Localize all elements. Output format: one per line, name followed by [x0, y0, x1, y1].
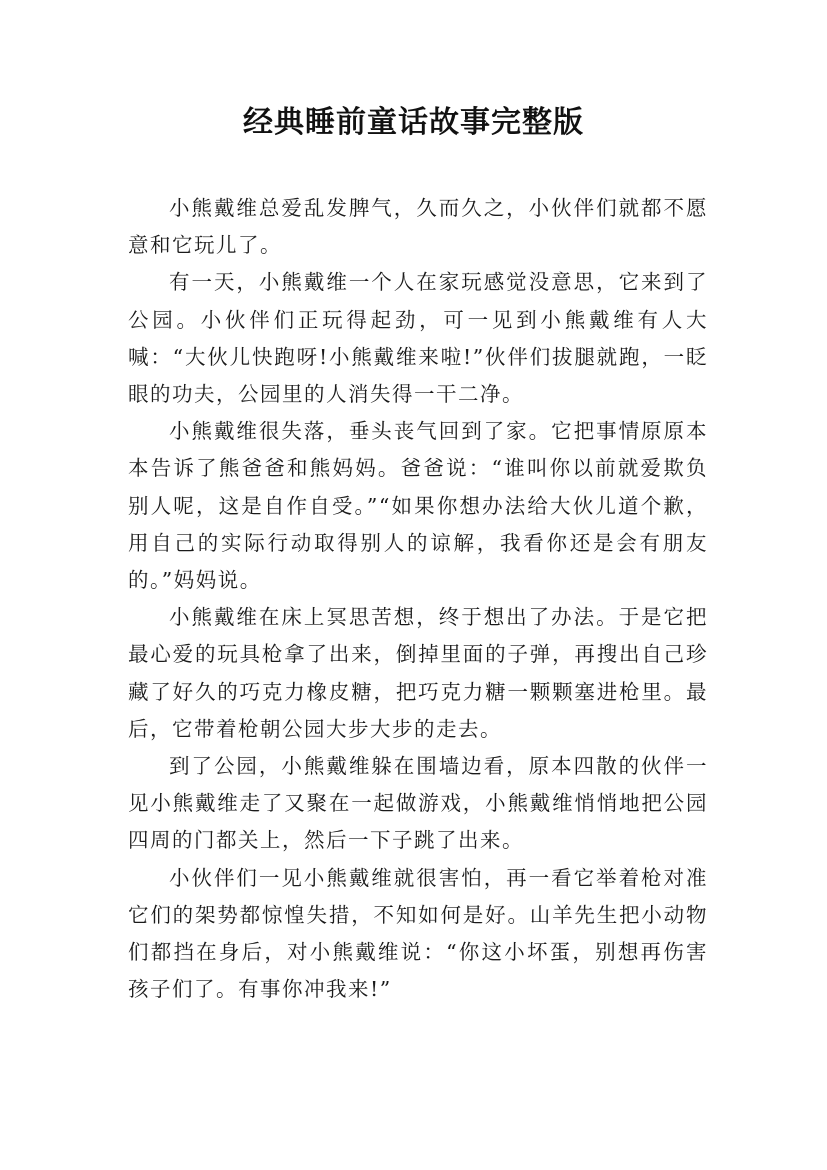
- paragraph: 小熊戴维总爱乱发脾气，久而久之，小伙伴们就都不愿意和它玩儿了。: [128, 196, 708, 258]
- paragraph: 小伙伴们一见小熊戴维就很害怕，再一看它举着枪对准它们的架势都惊惶失措，不知如何是好。山羊先生把小动物们都挡在身后，对小熊戴维说：“你这小坏蛋，别想再伤害孩子们了。有事你冲我来!”: [128, 865, 708, 1002]
- document-body: [128, 190, 708, 1008]
- paragraph: 小熊戴维很失落，垂头丧气回到了家。它把事情原原本本告诉了熊爸爸和熊妈妈。爸爸说：“谁叫你以前就爱欺负别人呢，这是自作自受。”“如果你想办法给大伙儿道个歉，用自己的实际行动取得别人的谅解，我看你还是会有朋友的。”妈妈说。: [128, 419, 708, 593]
- paragraph: 有一天，小熊戴维一个人在家玩感觉没意思，它来到了公园。小伙伴们正玩得起劲，可一见到小熊戴维有人大喊：“大伙儿快跑呀!小熊戴维来啦!”伙伴们拔腿就跑，一眨眼的功夫，公园里的人消失得一干二净。: [128, 270, 708, 407]
- paragraph: 小熊戴维在床上冥思苦想，终于想出了办法。于是它把最心爱的玩具枪拿了出来，倒掉里面的子弹，再搜出自己珍藏了好久的巧克力橡皮糖，把巧克力糖一颗颗塞进枪里。最后，它带着枪朝公园大步大步的走去。: [128, 605, 708, 741]
- document-title: 经典睡前童话故事完整版: [243, 105, 584, 140]
- paragraph: 到了公园，小熊戴维躲在围墙边看，原本四散的伙伴一见小熊戴维走了又聚在一起做游戏，小熊戴维悄悄地把公园四周的门都关上，然后一下子跳了出来。: [128, 754, 708, 853]
